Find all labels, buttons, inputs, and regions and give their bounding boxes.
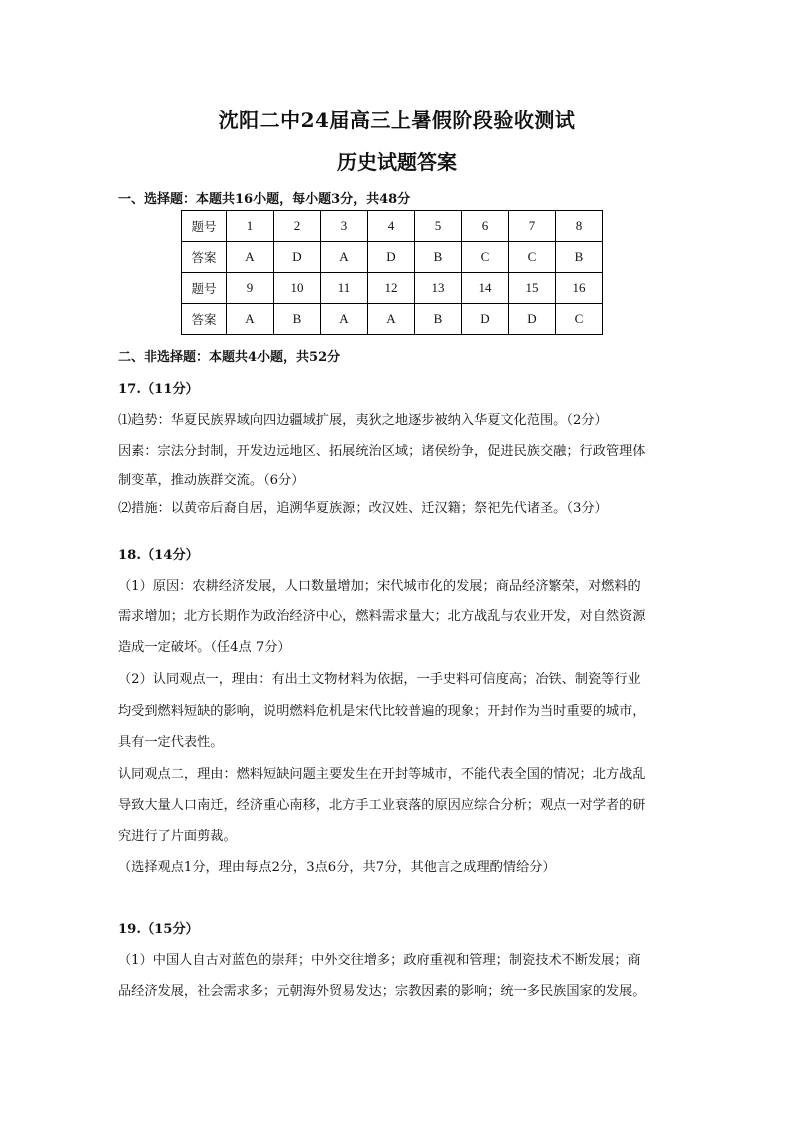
question-number: 6 — [462, 211, 509, 242]
question-19-line: 品经济发展，社会需求多；元朝海外贸易发达；宗教因素的影响；统一多民族国家的发展。 — [118, 984, 646, 999]
question-18-line: 需求增加；北方长期作为政治经济中心，燃料需求量大；北方战乱与农业开发，对自然资源 — [118, 609, 646, 624]
question-18-line: （1）原因：农耕经济发展，人口数量增加；宋代城市化的发展；商品经济繁荣，对燃料的 — [118, 579, 641, 594]
table-row — [182, 242, 603, 273]
section-heading-nonchoice: 二、非选择题：本题共4小题，共52分 — [118, 350, 341, 365]
answer-cell: C — [509, 242, 556, 273]
answer-cell: D — [368, 242, 415, 273]
question-number: 1 — [227, 211, 274, 242]
question-number: 3 — [321, 211, 368, 242]
question-number: 10 — [274, 273, 321, 304]
answer-cell: A — [321, 242, 368, 273]
row-label: 题号 — [182, 211, 227, 242]
question-19-header: 19.（15分） — [118, 922, 199, 937]
answer-cell: B — [415, 242, 462, 273]
section-heading-choice: 一、选择题：本题共16小题，每小题3分，共48分 — [118, 192, 411, 207]
answer-cell: A — [368, 304, 415, 335]
question-17-line: 因素：宗法分封制，开发边远地区、拓展统治区域；诸侯纷争，促进民族交融；行政管理体 — [118, 444, 646, 459]
exam-subtitle: 历史试题答案 — [337, 150, 457, 174]
question-18-line: 具有一定代表性。 — [118, 735, 224, 750]
answer-cell: D — [509, 304, 556, 335]
answer-cell: D — [274, 242, 321, 273]
question-number: 2 — [274, 211, 321, 242]
question-number: 16 — [556, 273, 603, 304]
question-number: 15 — [509, 273, 556, 304]
table-row — [182, 211, 603, 242]
answer-cell: C — [462, 242, 509, 273]
question-number: 9 — [227, 273, 274, 304]
answer-table — [181, 210, 603, 335]
question-19-line: （1）中国人自古对蓝色的崇拜；中外交往增多；政府重视和管理；制瓷技术不断发展；商 — [118, 953, 641, 968]
question-18-line: 究进行了片面剪裁。 — [118, 829, 237, 844]
table-row — [182, 273, 603, 304]
answer-cell: A — [227, 242, 274, 273]
answer-cell: B — [274, 304, 321, 335]
question-18-line: （选择观点1分，理由每点2分，3点6分，共7分，其他言之成理酌情给分） — [118, 860, 556, 875]
question-18-header: 18.（14分） — [118, 548, 199, 563]
exam-title: 沈阳二中24届高三上暑假阶段验收测试 — [218, 108, 576, 132]
question-17-line: ⑴趋势：华夏民族界域向四边疆域扩展，夷狄之地逐步被纳入华夏文化范围。（2分） — [118, 413, 608, 428]
question-number: 4 — [368, 211, 415, 242]
row-label: 题号 — [182, 273, 227, 304]
question-number: 14 — [462, 273, 509, 304]
question-number: 12 — [368, 273, 415, 304]
question-18-line: 均受到燃料短缺的影响，说明燃料危机是宋代比较普遍的现象；开封作为当时重要的城市， — [118, 704, 646, 719]
answer-cell: A — [321, 304, 368, 335]
question-number: 11 — [321, 273, 368, 304]
answer-cell: B — [415, 304, 462, 335]
answer-cell: C — [556, 304, 603, 335]
question-17-line: 制变革，推动族群交流。（6分） — [118, 473, 305, 488]
table-row — [182, 304, 603, 335]
answer-cell: D — [462, 304, 509, 335]
question-18-line: 认同观点二，理由：燃料短缺问题主要发生在开封等城市，不能代表全国的情况；北方战乱 — [118, 767, 646, 782]
question-18-line: （2）认同观点一，理由：有出土文物材料为依据，一手史料可信度高；冶铁、制瓷等行业 — [118, 672, 641, 687]
row-label: 答案 — [182, 304, 227, 335]
question-17-header: 17.（11分） — [118, 382, 199, 397]
question-18-line: 造成一定破坏。（任4点 7分） — [118, 640, 291, 655]
question-number: 5 — [415, 211, 462, 242]
question-number: 7 — [509, 211, 556, 242]
answer-cell: B — [556, 242, 603, 273]
question-18-line: 导致大量人口南迁，经济重心南移，北方手工业衰落的原因应综合分析；观点一对学者的研 — [118, 798, 646, 813]
question-17-line: ⑵措施：以黄帝后裔自居，追溯华夏族源；改汉姓、迁汉籍；祭祀先代诸圣。（3分） — [118, 501, 608, 516]
question-number: 13 — [415, 273, 462, 304]
row-label: 答案 — [182, 242, 227, 273]
answer-cell: A — [227, 304, 274, 335]
question-number: 8 — [556, 211, 603, 242]
